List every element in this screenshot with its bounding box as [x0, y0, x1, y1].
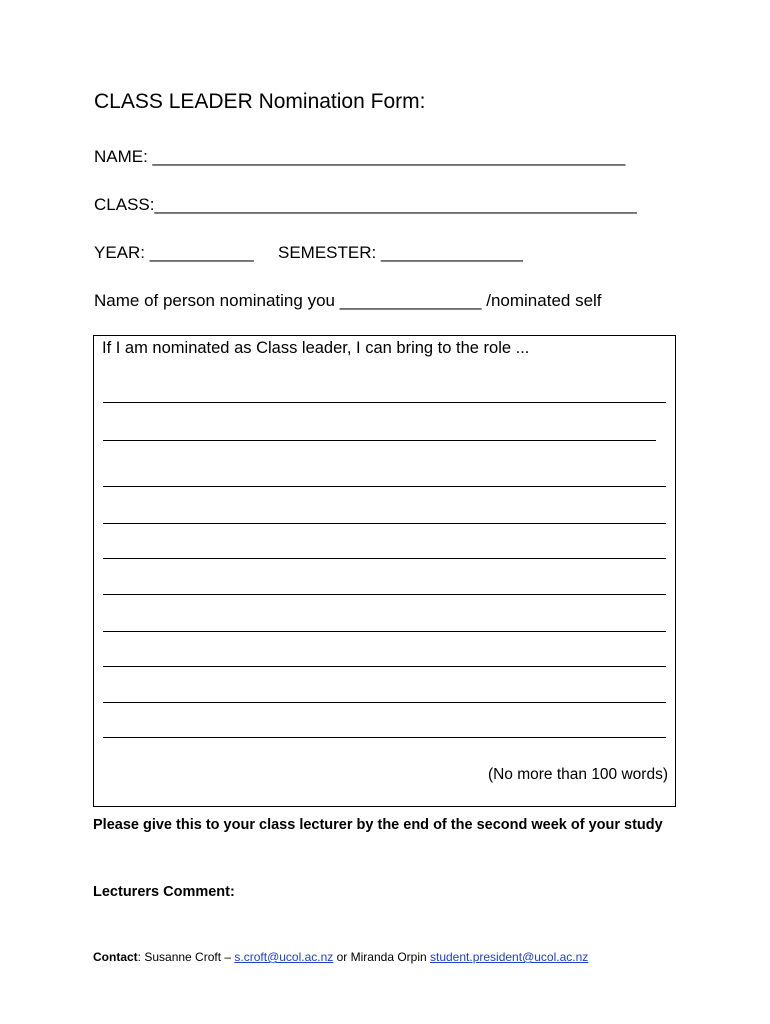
answer-line[interactable] — [103, 737, 666, 738]
answer-line[interactable] — [103, 666, 666, 667]
contact-line — [93, 950, 588, 964]
year-field[interactable]: YEAR: ___________ — [94, 243, 254, 262]
answer-line[interactable] — [103, 702, 666, 703]
class-field[interactable]: CLASS:___________________________________________________ — [94, 195, 637, 214]
email-link-croft[interactable]: s.croft@ucol.ac.nz — [234, 950, 334, 964]
answer-line[interactable] — [103, 594, 666, 595]
lecturers-comment-label: Lecturers Comment: — [93, 884, 235, 900]
answer-line[interactable] — [103, 558, 666, 559]
answer-line[interactable] — [103, 631, 666, 632]
answer-line[interactable] — [103, 402, 666, 403]
answer-line[interactable] — [103, 486, 666, 487]
answer-line[interactable] — [103, 523, 666, 524]
form-title: CLASS LEADER Nomination Form: — [94, 90, 426, 113]
semester-field[interactable]: SEMESTER: _______________ — [278, 243, 523, 262]
submission-instruction: Please give this to your class lecturer by the end of the second week of your study — [93, 817, 663, 833]
email-link-president[interactable]: student.president@ucol.ac.nz — [430, 950, 589, 964]
answer-line[interactable] — [103, 440, 656, 441]
name-field[interactable]: NAME: __________________________________________________ — [94, 147, 626, 166]
response-box[interactable] — [93, 335, 676, 807]
contact-person: : Susanne Croft – — [137, 950, 235, 964]
nominator-field[interactable]: Name of person nominating you _______________ /nominated self — [94, 291, 602, 310]
contact-label: Contact — [93, 950, 138, 964]
word-limit-note: (No more than 100 words) — [487, 766, 668, 783]
box-prompt: If I am nominated as Class leader, I can bring to the role ... — [102, 339, 530, 357]
contact-separator: or Miranda Orpin — [333, 950, 430, 964]
